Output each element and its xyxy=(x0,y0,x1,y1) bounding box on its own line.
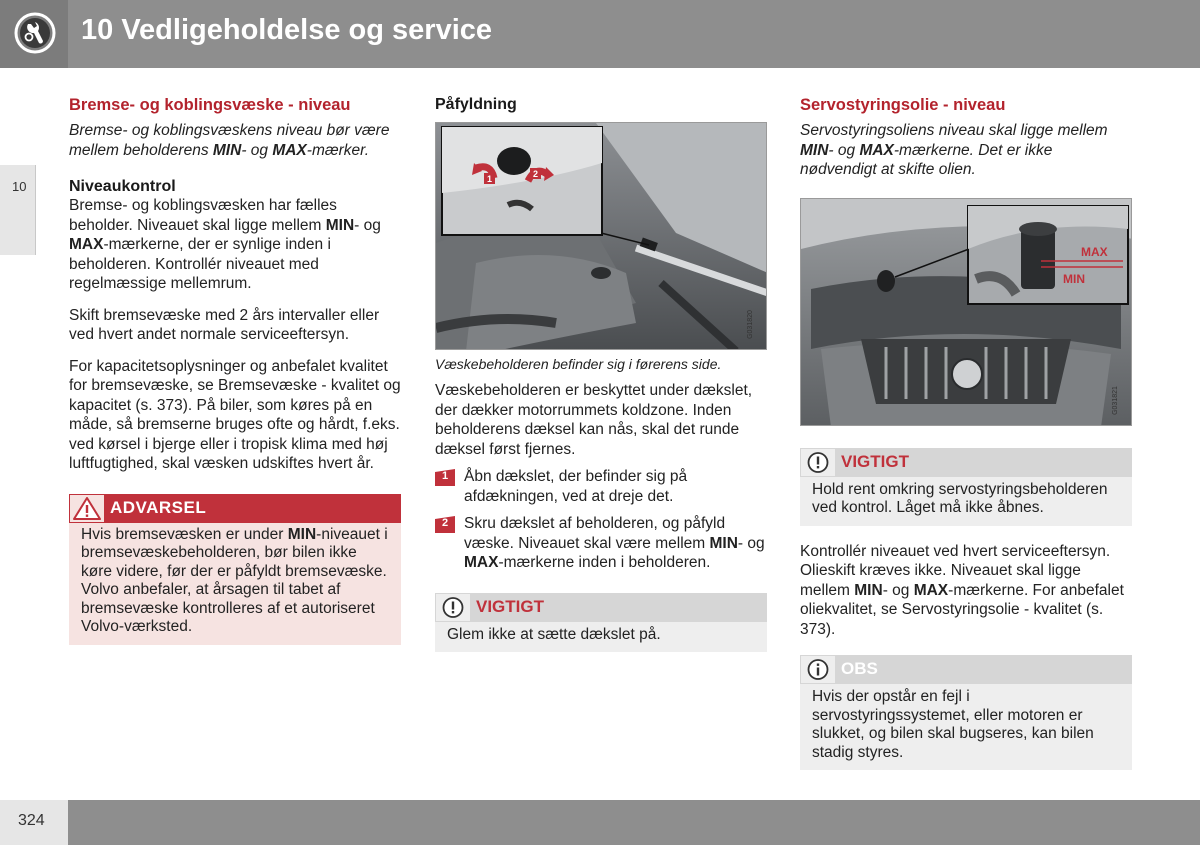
exclamation-circle-icon xyxy=(800,448,836,477)
photo-caption: Væskebeholderen befinder sig i førerens side. xyxy=(435,356,722,372)
important-box-power-steering xyxy=(800,448,1132,526)
important-body xyxy=(800,477,1132,526)
subheading-refill: Påfyldning xyxy=(435,96,517,113)
photo-code: G031820 xyxy=(746,310,754,339)
engine-photo-power-steering xyxy=(800,198,1132,426)
step-number-badge xyxy=(435,469,455,486)
engine-photo-brake-reservoir xyxy=(435,122,767,350)
brake-fluid-intro: Bremse- og koblingsvæskens niveau bør være mellem beholderens MIN- og MAX-mærker. xyxy=(69,122,390,159)
page-title: 10 Vedligeholdelse og service xyxy=(81,14,493,46)
power-steering-paragraph: Kontrollér niveauet ved hvert serviceeftersyn. Olieskift kræves ikke. Niveauet skal ligge mellem MIN- og MAX-mærkerne. For anbefalet oliekvalitet, se Servostyringsolie - kvalitet (s. 373). xyxy=(800,542,1124,638)
note-text: Hvis der opstår en fejl i servostyringssystemet, eller motoren er slukket, og bilen skal bugseres, kan bilen stadig styres. xyxy=(812,688,1094,761)
note-label: OBS xyxy=(841,659,878,678)
important-label: VIGTIGT xyxy=(841,451,909,471)
chapter-tab-label: 10 xyxy=(12,179,27,194)
note-header xyxy=(800,655,1132,684)
important-text: Glem ikke at sætte dækslet på. xyxy=(447,625,661,643)
svg-text:2: 2 xyxy=(533,169,539,179)
important-header xyxy=(800,448,1132,477)
warning-text: Hvis bremsevæsken er under MIN-niveauet i bremsevæskebeholderen, bør bilen ikke køre videre, før der er påfyldt bremsevæske. Volvo anbefaler, at årsagen til tabet af bremsevæske kontrolleres af et autoriseret Volvo-værksted. xyxy=(81,525,388,635)
important-label: VIGTIGT xyxy=(476,596,544,616)
important-box-refill xyxy=(435,593,767,653)
chapter-tab[interactable] xyxy=(0,165,36,255)
capacity-paragraph: For kapacitetsoplysninger og anbefalet kvalitet for bremsevæske, se Bremsevæske - kvalitet og kapacitet (s. 373). På biler, som køres på en måde, så bremserne bruges ofte og hårdt, f.eks. ved kørsel i bjerge eller i tropisk klima med høj luftfugtighed, skal væsken udskiftes hvert år. xyxy=(69,357,401,472)
note-body xyxy=(800,684,1132,770)
section-heading-brake-fluid: Bremse- og koblingsvæske - niveau xyxy=(69,96,351,114)
step-number: 2 xyxy=(442,517,449,529)
column-refill xyxy=(435,95,767,652)
exclamation-circle-icon xyxy=(435,593,471,622)
engine-illustration xyxy=(436,123,767,350)
warning-header xyxy=(69,494,401,523)
step-1 xyxy=(435,467,767,506)
column-power-steering xyxy=(800,95,1132,770)
warning-triangle-icon xyxy=(69,494,105,523)
photo-code: G031821 xyxy=(1111,385,1119,415)
header-icon-box xyxy=(0,0,68,68)
warning-box xyxy=(69,494,401,645)
engine-illustration xyxy=(801,199,1132,426)
note-box-obs xyxy=(800,655,1132,770)
warning-label: ADVARSEL xyxy=(110,497,207,517)
step-2 xyxy=(435,514,767,573)
reservoir-paragraph: Væskebeholderen er beskyttet under dækslet, der dækker motorrummets koldzone. Inden beholderens dæksel kan nås, skal det runde dæksel først fjernes. xyxy=(435,382,753,458)
step-text: Skru dækslet af beholderen, og påfyld væske. Niveauet skal være mellem MIN- og MAX-mærkerne inden i beholderen. xyxy=(464,515,765,571)
section-heading-power-steering: Servostyringsolie - niveau xyxy=(800,96,1006,114)
step-text: Åbn dækslet, der befinder sig på afdækningen, ved at dreje det. xyxy=(464,468,688,505)
page-header xyxy=(0,0,1200,68)
info-circle-icon xyxy=(800,655,836,684)
step-number-badge xyxy=(435,516,455,533)
important-header xyxy=(435,593,767,622)
min-marker-label: MIN xyxy=(1063,271,1085,286)
important-body xyxy=(435,622,767,653)
svg-text:1: 1 xyxy=(487,174,493,184)
subheading-level-check: Niveaukontrol xyxy=(69,178,176,195)
max-marker-label: MAX xyxy=(1081,244,1108,259)
power-steering-intro: Servostyringsoliens niveau skal ligge mellem MIN- og MAX-mærkerne. Det er ikke nødvendigt at skifte olien. xyxy=(800,122,1108,178)
column-brake-fluid xyxy=(69,95,401,645)
page-number: 324 xyxy=(18,812,45,829)
page-number-box xyxy=(0,800,68,845)
wrench-gear-icon xyxy=(14,12,56,54)
important-text: Hold rent omkring servostyringsbeholderen ved kontrol. Låget må ikke åbnes. xyxy=(812,480,1108,516)
page-footer xyxy=(0,800,1200,845)
change-interval-paragraph: Skift bremsevæske med 2 års intervaller eller ved hvert andet normale serviceeftersyn. xyxy=(69,306,380,343)
level-check-paragraph: Bremse- og koblingsvæsken har fælles beholder. Niveauet skal ligge mellem MIN- og MAX-mærkerne, der er synlige inden i beholderen. Kontrollér niveauet med regelmæssige mellemrum. xyxy=(69,197,381,292)
step-number: 1 xyxy=(442,470,449,482)
warning-body xyxy=(69,523,401,645)
